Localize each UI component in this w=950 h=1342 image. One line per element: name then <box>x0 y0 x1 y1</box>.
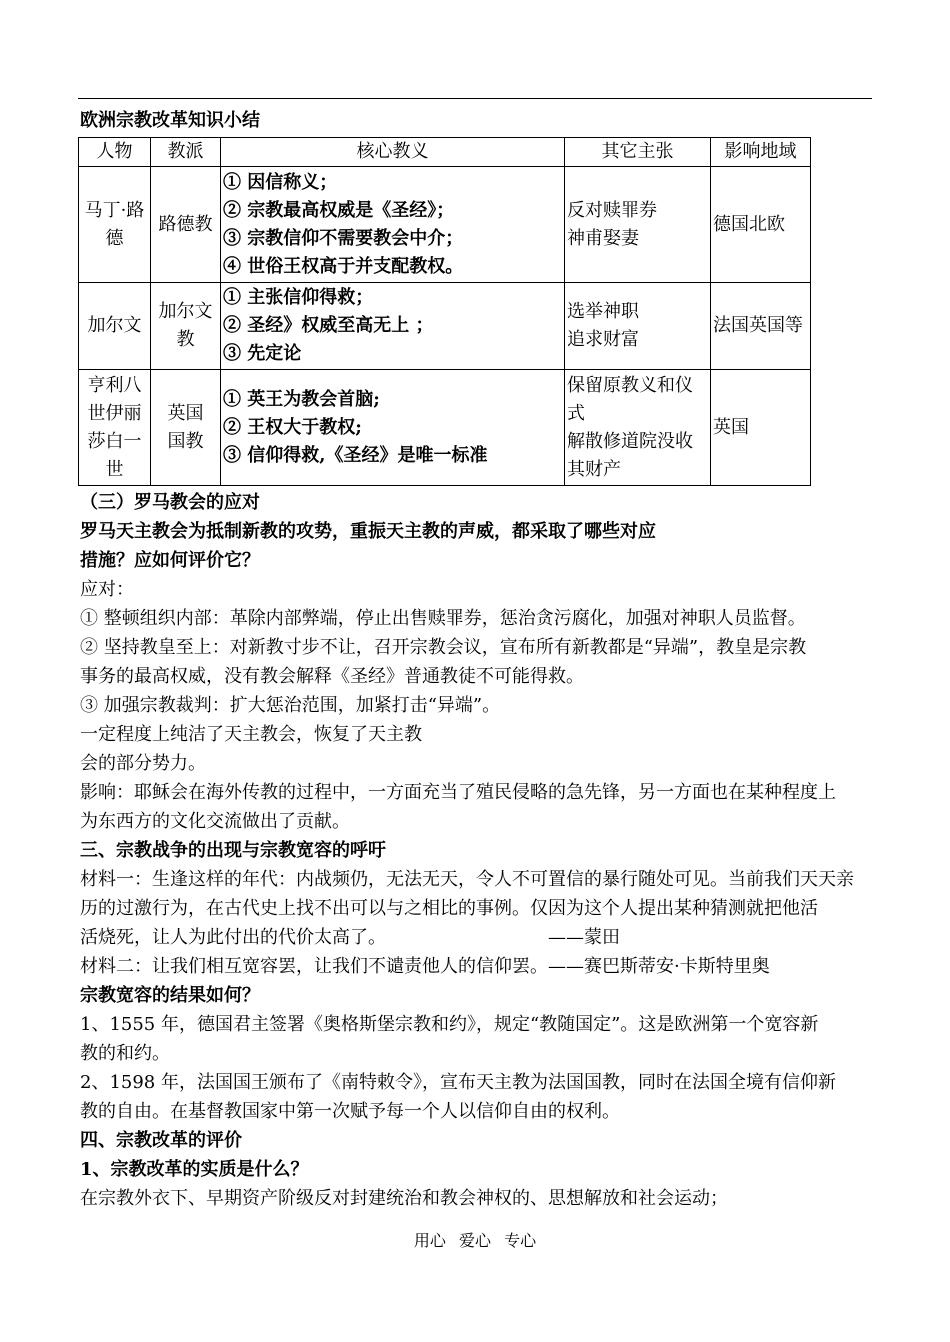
cell-sect: 加尔文 教 <box>151 283 221 370</box>
response-item: ② 坚持教皇至上：对新教寸步不让，召开宗教会议，宣布所有新教都是“异端”，教皇是宗教 <box>80 637 807 658</box>
table-row <box>79 370 811 486</box>
evaluation-line: 一定程度上纯洁了天主教会，恢复了天主教 <box>80 724 422 745</box>
impact-line: 为东西方的文化交流做出了贡献。 <box>80 811 350 832</box>
footer-word: 爱心 <box>458 1231 491 1250</box>
response-item: ① 整顿组织内部：革除内部弊端，停止出售赎罪券，惩治贪污腐化，加强对神职人员监督。 <box>80 608 806 629</box>
cell-other-claims: 保留原教义和仪 式 解散修道院没收 其财产 <box>565 370 711 486</box>
heading-evaluation: 四、宗教改革的评价 <box>80 1130 242 1151</box>
impact-line: 影响：耶稣会在海外传教的过程中，一方面充当了殖民侵略的急先锋，另一方面也在某种程度上 <box>80 782 836 803</box>
result-line: 教的和约。 <box>80 1043 170 1064</box>
header-region: 影响地域 <box>711 138 811 167</box>
heading-religious-war: 三、宗教战争的出现与宗教宽容的呼吁 <box>80 840 386 861</box>
cell-core-doctrine: ① 主张信仰得救； ② 圣经》权威至高无上 ； ③ 先定论 <box>221 283 565 370</box>
question-line: 罗马天主教会为抵制新教的攻势，重振天主教的声威，都采取了哪些对应 <box>80 521 656 542</box>
material-two-line: 材料二：让我们相互宽容罢，让我们不谴责他人的信仰罢。——赛巴斯蒂安·卡斯特里奥 <box>80 956 770 977</box>
result-line: 教的自由。在基督教国家中第一次赋予每一个人以信仰自由的权利。 <box>80 1101 620 1122</box>
material-one-text: 活烧死，让人为此付出的代价太高了。 <box>80 927 386 948</box>
header-rule <box>78 98 872 99</box>
cell-region: 法国英国等 <box>711 283 811 370</box>
cell-person: 加尔文 <box>79 283 151 370</box>
cell-other-claims: 选举神职 追求财富 <box>565 283 711 370</box>
header-core-doctrine: 核心教义 <box>221 138 565 167</box>
result-line: 2、1598 年，法国国王颁布了《南特敕令》，宣布天主教为法国国教，同时在法国全境有信仰新 <box>80 1072 836 1093</box>
header-other-claims: 其它主张 <box>565 138 711 167</box>
question-line: 措施？应如何评价它？ <box>80 550 260 571</box>
answer-essence: 在宗教外衣下、早期资产阶级反对封建统治和教会神权的、思想解放和社会运动； <box>80 1188 728 1209</box>
cell-person: 马丁·路 德 <box>79 167 151 283</box>
question-essence: 1、宗教改革的实质是什么？ <box>80 1159 309 1180</box>
material-one-line: 材料一：生逢这样的年代：内战频仍，无法无天，令人不可置信的暴行随处可见。当前我们天天亲 <box>80 869 854 890</box>
cell-other-claims: 反对赎罪券 神甫娶妻 <box>565 167 711 283</box>
table-row <box>79 283 811 370</box>
header-sect: 教派 <box>151 138 221 167</box>
material-one-line: 历的过激行为，在古代史上找不出可以与之相比的事例。仅因为这个人提出某种猜测就把他活 <box>80 898 818 919</box>
cell-sect: 路德教 <box>151 167 221 283</box>
cell-person: 亨利八 世伊丽 莎白一 世 <box>79 370 151 486</box>
section-title: 欧洲宗教改革知识小结 <box>80 110 260 131</box>
cell-core-doctrine: ① 因信称义； ② 宗教最高权威是《圣经》； ③ 宗教信仰不需要教会中介； ④ 世俗王权高于并支配教权。 <box>221 167 565 283</box>
cell-region: 英国 <box>711 370 811 486</box>
footer-word: 用心 <box>413 1231 446 1250</box>
footer-word: 专心 <box>504 1231 537 1250</box>
response-label: 应对： <box>80 579 134 600</box>
cell-region: 德国北欧 <box>711 167 811 283</box>
cell-sect: 英国 国教 <box>151 370 221 486</box>
reformation-summary-table <box>78 137 811 486</box>
table-row <box>79 167 811 283</box>
table-header-row <box>79 138 811 167</box>
document-body <box>80 488 875 1213</box>
material-one-line <box>80 923 875 952</box>
evaluation-line: 会的部分势力。 <box>80 753 206 774</box>
result-line: 1、1555 年，德国君主签署《奥格斯堡宗教和约》，规定“教随国定”。这是欧洲第一个宽容新 <box>80 1014 819 1035</box>
sub-heading-roman-church: （三）罗马教会的应对 <box>80 492 260 513</box>
response-item: ③ 加强宗教裁判：扩大惩治范围，加紧打击“异端”。 <box>80 695 501 716</box>
material-one-source: ——蒙田 <box>548 927 620 948</box>
question-tolerance: 宗教宽容的结果如何？ <box>80 985 260 1006</box>
header-person: 人物 <box>79 138 151 167</box>
page-footer <box>0 1229 950 1253</box>
response-item-continued: 事务的最高权威，没有教会解释《圣经》普通教徒不可能得救。 <box>80 666 584 687</box>
cell-core-doctrine: ① 英王为教会首脑; ② 王权大于教权; ③ 信仰得救,《圣经》是唯一标准 <box>221 370 565 486</box>
